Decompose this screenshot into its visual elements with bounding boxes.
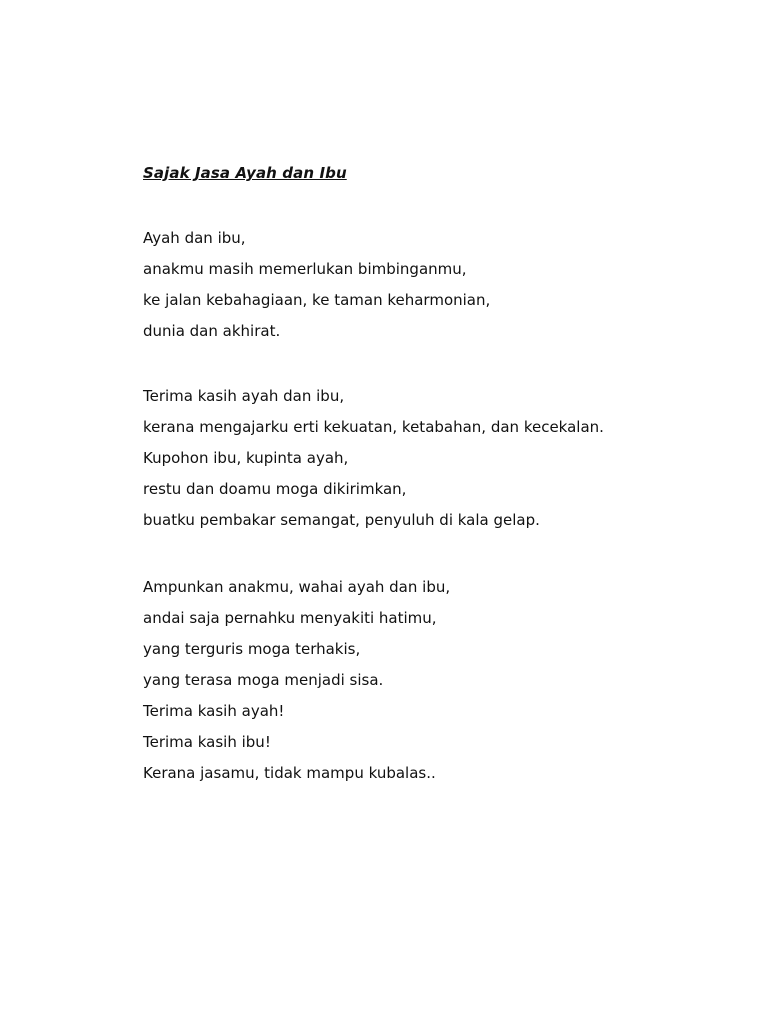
poem-line: Terima kasih ayah dan ibu,: [143, 387, 345, 405]
stanza-2: [143, 381, 604, 536]
poem-line: restu dan doamu moga dikirimkan,: [143, 480, 407, 498]
poem-title: Sajak Jasa Ayah dan Ibu: [143, 164, 347, 182]
poem-line: Terima kasih ayah!: [143, 702, 285, 720]
poem-line: Kerana jasamu, tidak mampu kubalas..: [143, 764, 436, 782]
poem-line: dunia dan akhirat.: [143, 322, 281, 340]
poem-line: Terima kasih ibu!: [143, 733, 271, 751]
poem-line: andai saja pernahku menyakiti hatimu,: [143, 609, 437, 627]
stanza-1: [143, 223, 490, 347]
poem-line: yang terguris moga terhakis,: [143, 640, 361, 658]
poem-line: Kupohon ibu, kupinta ayah,: [143, 449, 349, 467]
poem-line: Ampunkan anakmu, wahai ayah dan ibu,: [143, 578, 451, 596]
poem-line: kerana mengajarku erti kekuatan, ketabahan, dan kecekalan.: [143, 418, 604, 436]
stanza-3: [143, 572, 450, 789]
poem-line: Ayah dan ibu,: [143, 229, 246, 247]
poem-line: yang terasa moga menjadi sisa.: [143, 671, 384, 689]
poem-line: ke jalan kebahagiaan, ke taman keharmonian,: [143, 291, 491, 309]
poem-line: anakmu masih memerlukan bimbinganmu,: [143, 260, 467, 278]
poem-line: buatku pembakar semangat, penyuluh di kala gelap.: [143, 511, 540, 529]
